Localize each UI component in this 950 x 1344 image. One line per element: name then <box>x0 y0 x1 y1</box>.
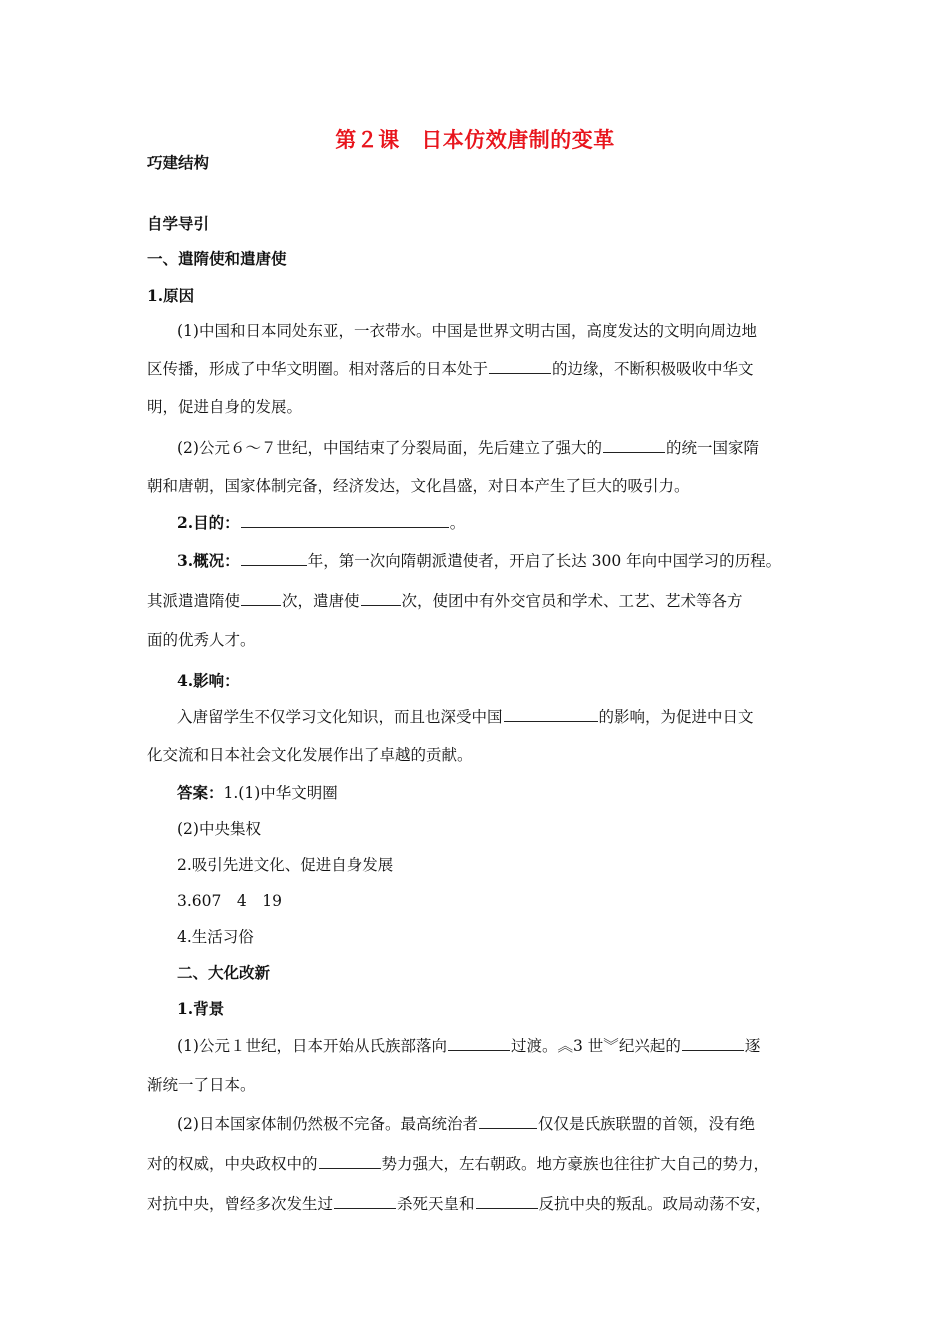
text-segment: 的统一国家隋 <box>665 439 759 457</box>
heading-influence: 4.影响： <box>177 671 240 690</box>
text-line: (1)中国和日本同处东亚，一衣带水。中国是世界文明古国，高度发达的文明向周边地 <box>177 322 757 340</box>
answer-blank <box>241 512 449 528</box>
text-segment: 过渡。 <box>510 1037 558 1055</box>
text-segment: 的影响，为促进中日文 <box>598 708 754 726</box>
answer-blank <box>682 1035 744 1051</box>
answer-line: 3.607 4 19 <box>177 892 282 910</box>
answer-blank <box>448 1035 510 1051</box>
text-line <box>147 1153 827 1175</box>
text-segment: 。 <box>449 514 466 532</box>
text-line: 化交流和日本社会文化发展作出了卓越的贡献。 <box>147 746 473 764</box>
text-segment: 纪兴起的 <box>618 1037 681 1055</box>
text-segment: 次，遣唐使 <box>282 592 360 610</box>
heading-section-2: 二、大化改新 <box>177 963 271 982</box>
answer-label: 答案： <box>177 783 224 802</box>
overview-line <box>177 550 857 572</box>
heading-cause: 1.原因 <box>147 286 195 305</box>
goal-line <box>177 512 857 534</box>
answer-blank <box>241 590 281 606</box>
text-segment: 反抗中央的叛乱。政局动荡不安， <box>538 1195 772 1213</box>
text-segment: (2)公元６～７世纪，中国结束了分裂局面，先后建立了强大的 <box>177 439 602 457</box>
text-line: 面的优秀人才。 <box>147 631 256 649</box>
text-segment: (2)日本国家体制仍然极不完备。最高统治者 <box>177 1115 478 1133</box>
text-line: 渐统一了日本。 <box>147 1076 256 1094</box>
answer-blank <box>319 1153 381 1169</box>
text-segment: 势力强大，左右朝政。地方豪族也往往扩大自己的势力， <box>381 1155 770 1173</box>
text-segment: 次，使团中有外交官员和学术、工艺、艺术等各方 <box>401 592 743 610</box>
answer-text: 1.(1)中华文明圈 <box>223 784 338 802</box>
text-segment: 对的权威，中央政权中的 <box>147 1155 318 1173</box>
bracket-mark: ︾ <box>603 1037 619 1055</box>
text-line <box>177 1035 857 1057</box>
text-line <box>147 1193 827 1215</box>
text-segment: 逐 <box>744 1037 761 1055</box>
text-line <box>177 1113 857 1135</box>
text-segment: 杀死天皇和 <box>397 1195 475 1213</box>
bracket-mark: ︽ <box>557 1037 573 1055</box>
heading-background: 1.背景 <box>177 999 225 1018</box>
answer-blank <box>334 1193 396 1209</box>
answer-blank <box>603 437 665 453</box>
heading-structure: 巧建结构 <box>147 153 210 172</box>
text-segment: 年，第一次向隋朝派遣使者，开启了长达 300 年向中国学习的历程。 <box>307 552 782 570</box>
text-line <box>177 437 857 459</box>
heading-goal: 2.目的： <box>177 513 240 532</box>
answer-line: (2)中央集权 <box>177 820 261 838</box>
answer-blank <box>476 1193 538 1209</box>
answer-line <box>177 782 857 804</box>
answer-blank <box>504 706 598 722</box>
text-segment: 仅仅是氏族联盟的首领，没有绝 <box>537 1115 755 1133</box>
answer-blank <box>479 1113 537 1129</box>
text-line: 明，促进自身的发展。 <box>147 398 303 416</box>
answer-blank <box>489 358 551 374</box>
text-segment: 的边缘，不断积极吸收中华文 <box>552 360 754 378</box>
answer-line: 4.生活习俗 <box>177 928 254 946</box>
text-segment: 其派遣遣隋使 <box>147 592 241 610</box>
lesson-title: 第２课 日本仿效唐制的变革 <box>335 127 615 152</box>
text-line: 朝和唐朝，国家体制完备，经济发达，文化昌盛，对日本产生了巨大的吸引力。 <box>147 477 690 495</box>
heading-guide: 自学导引 <box>147 214 210 233</box>
text-line <box>177 706 857 728</box>
heading-section-1: 一、遣隋使和遣唐使 <box>147 249 287 268</box>
answer-line: 2.吸引先进文化、促进自身发展 <box>177 856 394 874</box>
text-line <box>147 590 827 612</box>
answer-blank <box>361 590 401 606</box>
answer-blank <box>241 550 307 566</box>
text-segment: 入唐留学生不仅学习文化知识，而且也深受中国 <box>177 708 503 726</box>
text-segment: 3 世 <box>573 1037 604 1055</box>
text-line <box>147 358 827 380</box>
heading-overview: 3.概况： <box>177 551 240 570</box>
text-segment: 区传播，形成了中华文明圈。相对落后的日本处于 <box>147 360 489 378</box>
text-segment: 对抗中央，曾经多次发生过 <box>147 1195 334 1213</box>
text-segment: (1)公元１世纪，日本开始从氏族部落向 <box>177 1037 447 1055</box>
